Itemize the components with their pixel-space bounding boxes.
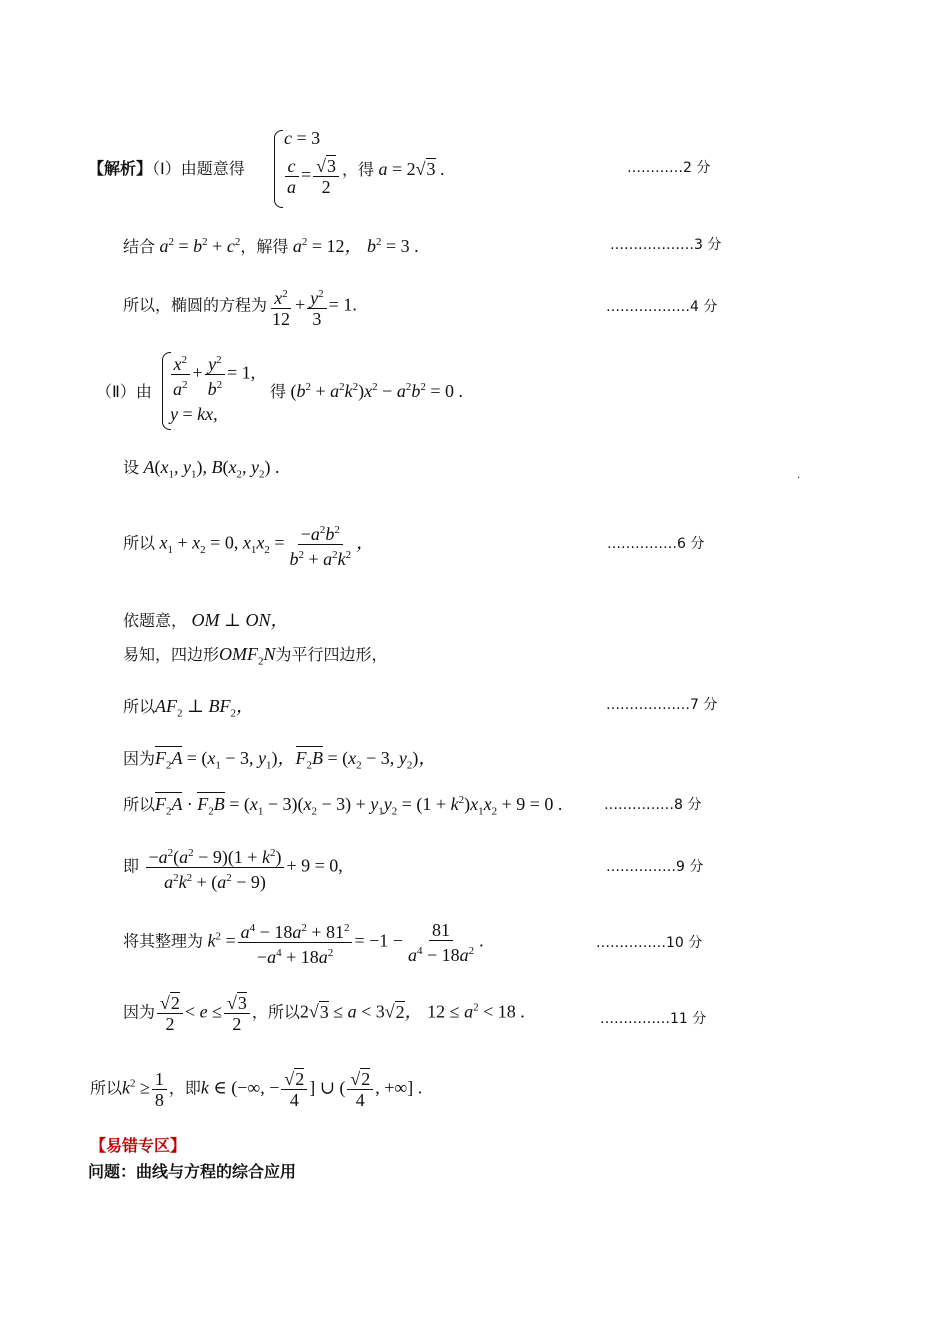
question-heading: 问题：曲线与方程的综合应用 bbox=[88, 1162, 297, 1181]
eq-ellipse-general: $\frac{x^2}{a^2}$ + $\frac{y^2}{b^2}$ = 1, bbox=[168, 350, 255, 399]
line-parallelogram: 易知，四边形$OMF_2N$为平行四边形， bbox=[123, 644, 388, 668]
score-8: ……………8 分 bbox=[604, 797, 702, 813]
score-10: ……………10 分 bbox=[596, 935, 703, 951]
score-3: ………………3 分 bbox=[610, 237, 722, 253]
line-af2-bf2: 所以$AF_2$ ⊥ $BF_2$， bbox=[123, 696, 254, 720]
error-zone-heading: 【易错专区】 bbox=[90, 1136, 187, 1155]
eq-c-3: c = 3 bbox=[284, 128, 321, 148]
line-3: 所以，椭圆的方程为 $\frac{x^2}{12}$ + $\frac{y^2}{3}$ = 1. bbox=[123, 284, 357, 329]
line-rearrange: 将其整理为 $k^2$ = $\frac{a^4 - 18a^2 + 81^2}{-a^4 + 18a^2}$ = −1 − $\frac{81}{a^4 - 18a^2}$ . bbox=[123, 920, 484, 967]
analysis-label: 【解析】 bbox=[88, 159, 153, 178]
line-perpendicular: 依题意， OM ⊥ ON， bbox=[123, 610, 289, 630]
score-6: ……………6 分 bbox=[607, 536, 705, 552]
stray-dot: . bbox=[797, 470, 801, 481]
score-2: …………2 分 bbox=[627, 160, 711, 176]
eq-a-value: ，得 a = 2√3 . bbox=[342, 159, 445, 179]
line-ji: 即 $\frac{-a^2(a^2 - 9)(1 + k^2)}{a^2k^2 + (a^2 - 9)}$ + 9 = 0, bbox=[123, 843, 343, 892]
score-9: ……………9 分 bbox=[606, 859, 704, 875]
eq-line-y-kx: y = kx, bbox=[170, 404, 218, 424]
line-k-range: 所以$k^2$ ≥ $\frac{1}{8}$ ，即k ∈ (−∞, − $\frac{√2}{4}$ ] ∪ ( $\frac{√2}{4}$ , +∞] . bbox=[90, 1069, 423, 1110]
score-11: ……………11 分 bbox=[600, 1011, 707, 1027]
line-vieta: 所以 $x_1 + x_2 = 0$, $x_1x_2$ = $\frac{-a^2b^2}{b^2 + a^2k^2}$ ， bbox=[123, 520, 374, 569]
part-1-label: （Ⅰ） bbox=[152, 159, 181, 178]
line-set-points: 设 $A(x_1$, $y_1$), $B(x_2$, $y_2$) . bbox=[123, 457, 280, 481]
score-4: ………………4 分 bbox=[606, 299, 718, 315]
eq-c-over-a: $\frac{c}{a}$ = $\frac{√3}{2}$ bbox=[282, 156, 341, 197]
line-e-range: 因为 $\frac{√2}{2}$ < e ≤ $\frac{√3}{2}$ ，所以2√3 ≤ a < 3√2， $12 \le a^2 < 18$ . bbox=[123, 993, 525, 1034]
eq-quadratic: 得 $(b^2 + a^2k^2)x^2 - a^2b^2 = 0$ . bbox=[270, 381, 463, 401]
line-1: 【解析】（Ⅰ）由题意得 bbox=[88, 159, 245, 178]
line-dot-product: 所以$F_2A \cdot F_2B = (x_1 - 3)(x_2 - 3) + y_1y_2 = (1 + k^2)x_1x_2 + 9 = 0$ . bbox=[123, 794, 563, 818]
line-vectors: 因为$F_2A = (x_1 - 3$, $y_1$)，$F_2B = (x_2 - 3$, $y_2$)， bbox=[123, 748, 437, 772]
part-2-start: （Ⅱ）由 bbox=[96, 382, 152, 401]
line-2: 结合 $a^2 = b^2 + c^2$，解得 $a^2 = 12$， $b^2 = 3$ . bbox=[123, 236, 419, 256]
part-2-label: （Ⅱ） bbox=[96, 382, 136, 401]
score-7: ………………7 分 bbox=[606, 697, 718, 713]
